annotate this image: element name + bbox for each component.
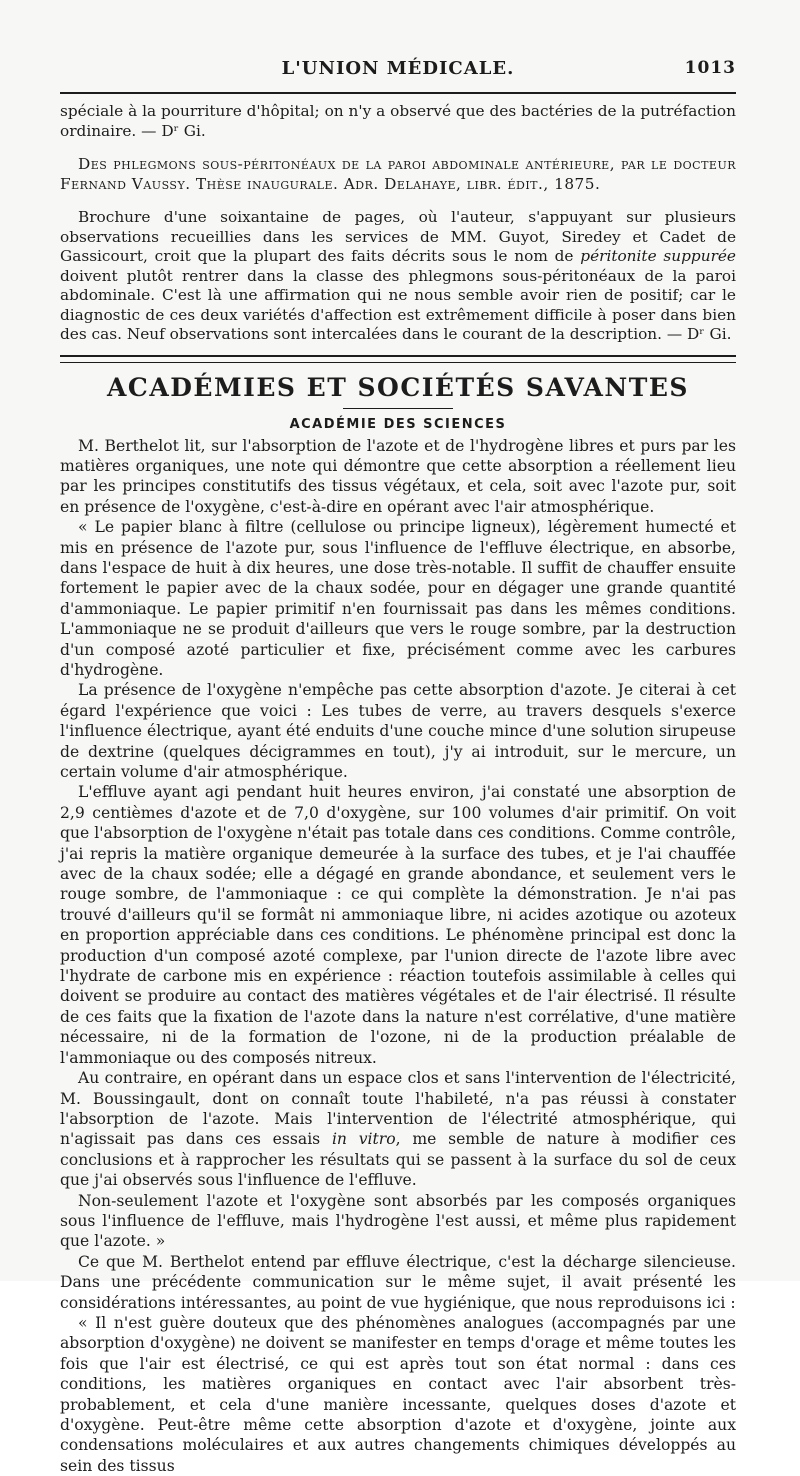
review-body xyxy=(60,208,736,345)
paragraph: M. Berthelot lit, sur l'absorption de l'azote et de l'hydrogène libres et purs par les matières organiques, une note qui démontre que cette absorption a réellement lieu par les principes constitutifs des tissus végétaux, et cela, soit avec l'azote pur, soit en présence de l'oxygène, c'est-à-dire en opérant avec l'air atmosphérique. xyxy=(60,436,736,518)
review-body-text-2: doivent plutôt rentrer dans la classe des phlegmons sous-péritonéaux de la paroi abdominale. C'est là une affirmation qui ne nous semble avoir rien de positif; car le diagnostic de ces deux variétés d'affection est extrêmement difficile à poser dans bien des cas. Neuf observations sont intercalées dans le courant de la description. — Dʳ Gi. xyxy=(60,267,736,344)
paragraph: « Il n'est guère douteux que des phénomènes analogues (accompagnés par une absorption d'oxygène) ne doivent se manifester en temps d'orage et même toutes les fois que l'air est électrisé, ce qui est après tout son état normal : dans ces conditions, les matières organiques en contact avec l'air absorbent très-probablement, et cela d'une manière incessante, quelques doses d'azote et d'oxygène. Peut-être même cette absorption d'azote et d'oxygène, jointe aux condensations moléculaires et aux autres changements chimiques développés au sein des tissus xyxy=(60,1313,736,1476)
top-paragraph: spéciale à la pourriture d'hôpital; on n'y a observé que des bactéries de la putréfaction ordinaire. — Dʳ Gi. xyxy=(60,102,736,141)
spacer xyxy=(60,194,736,208)
paragraph: Non-seulement l'azote et l'oxygène sont absorbés par les composés organiques sous l'influence de l'effluve, mais l'hydrogène l'est aussi, et même plus rapidement que l'azote. » xyxy=(60,1191,736,1252)
paragraph-text-2: , me semble de nature à modifier ces conclusions et à rapprocher les résultats qui se passent à la surface du sol de ceux que j'ai observés sous l'influence de l'effluve. xyxy=(60,1130,736,1189)
article-body xyxy=(60,436,736,1476)
review-body-text-1: Brochure d'une soixantaine de pages, où l'auteur, s'appuyant sur plusieurs observations recueillies dans les services de MM. Guyot, Siredey et Cadet de Gassicourt, croit que la plupart des faits décrits sous le nom de xyxy=(60,208,736,265)
paragraph xyxy=(60,1068,736,1190)
subsection-title: ACADÉMIE DES SCIENCES xyxy=(60,417,736,432)
spacer xyxy=(60,141,736,155)
title-rule xyxy=(343,408,453,409)
review-heading: Des phlegmons sous-péritonéaux de la paroi abdominale antérieure, par le docteur Fernand Vaussy. Thèse inaugurale. Adr. Delahaye, libr. édit., 1875. xyxy=(60,155,736,194)
running-head xyxy=(60,58,736,84)
paragraph-text-1: Au contraire, en opérant dans un espace clos et sans l'intervention de l'électricité, M. Boussingault, dont on connaît toute l'habileté, n'a pas réussi à constater l'absorption de l'azote. Mais l'intervention de l'électrité atmosphérique, qui n'agissait pas dans ces essais xyxy=(60,1069,736,1148)
paragraph-italic: in vitro xyxy=(332,1130,396,1148)
journal-title: L'UNION MÉDICALE. xyxy=(282,58,515,79)
paragraph: « Le papier blanc à filtre (cellulose ou principe ligneux), légèrement humecté et mis en présence de l'azote pur, sous l'influence de l'effluve électrique, en absorbe, dans l'espace de huit à dix heures, une dose très-notable. Il suffit de chauffer ensuite fortement le papier avec de la chaux sodée, pour en dégager une grande quantité d'ammoniaque. Le papier primitif n'en fournissait pas dans les mêmes conditions. L'ammoniaque ne se produit d'ailleurs que vers le rouge sombre, par la destruction d'un composé azoté particulier et fixe, précisément comme avec les carbures d'hydrogène. xyxy=(60,517,736,680)
paragraph: La présence de l'oxygène n'empêche pas cette absorption d'azote. Je citerai à cet égard l'expérience que voici : Les tubes de verre, au travers desquels s'exerce l'influence électrique, ayant été enduits d'une couche mince d'une solution sirupeuse de dextrine (quelques décigrammes en tout), j'y ai introduit, sur le mercure, un certain volume d'air atmosphérique. xyxy=(60,680,736,782)
page-number: 1013 xyxy=(685,58,736,78)
section-title: ACADÉMIES ET SOCIÉTÉS SAVANTES xyxy=(60,373,736,402)
paragraph: L'effluve ayant agi pendant huit heures environ, j'ai constaté une absorption de 2,9 centièmes d'azote et de 7,0 d'oxygène, sur 100 volumes d'air primitif. On voit que l'absorption de l'oxygène n'était pas totale dans ces conditions. Comme contrôle, j'ai repris la matière organique demeurée à la surface des tubes, et je l'ai chauffée avec de la chaux sodée; elle a dégagé en grande abondance, et seulement vers le rouge sombre, de l'ammoniaque : ce qui complète la démonstration. Je n'ai pas trouvé d'ailleurs qu'il se formât ni ammoniaque libre, ni acides azotique ou azoteux en proportion appréciable dans ces conditions. Le phénomène principal est donc la production d'un composé azoté complexe, par l'union directe de l'azote libre avec l'hydrate de carbone mis en expérience : réaction toutefois assimilable à celles qui doivent se produire au contact des matières végétales et de l'air électrisé. Il résulte de ces faits que la fixation de l'azote dans la nature n'est corrélative, d'une matière nécessaire, ni de la formation de l'ozone, ni de la production préalable de l'ammoniaque ou des composés nitreux. xyxy=(60,782,736,1068)
section-divider xyxy=(60,355,736,363)
paragraph: Ce que M. Berthelot entend par effluve électrique, c'est la décharge silencieuse. Dans une précédente communication sur le même sujet, il avait présenté les considérations intéressantes, au point de vue hygiénique, que nous reproduisons ici : xyxy=(60,1252,736,1313)
header-rule xyxy=(60,92,736,94)
review-body-italic: péritonite suppurée xyxy=(580,247,736,265)
